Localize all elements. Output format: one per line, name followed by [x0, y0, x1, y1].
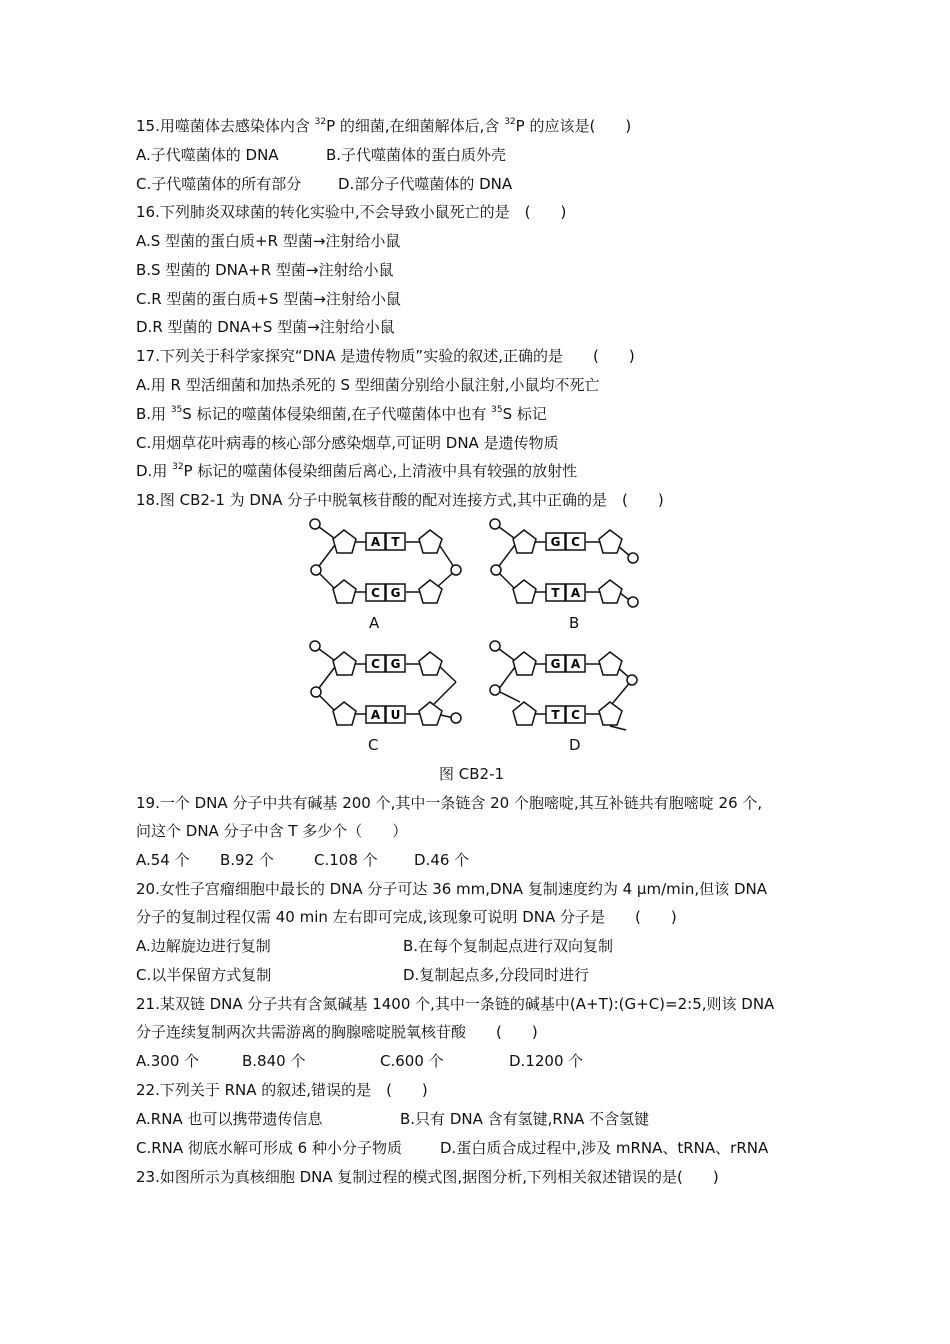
q15-options-row2 — [136, 174, 512, 194]
figure-b-top-base-1: G — [550, 535, 561, 549]
figure-d-diagram — [486, 636, 646, 730]
figure-a-diagram — [306, 514, 466, 608]
figure-a-top-base-1: A — [370, 535, 381, 549]
q21-option-c: C.600 个 — [380, 1052, 444, 1070]
q20-stem-line1: 20.女性子宫瘤细胞中最长的 DNA 分子可达 36 mm,DNA 复制速度约为 4 μm/min,但该 DNA — [136, 880, 767, 898]
q19-stem-line2: 问这个 DNA 分子中含 T 多少个（ ） — [136, 822, 408, 840]
q22-options-row2 — [136, 1138, 768, 1158]
q21-option-d: D.1200 个 — [509, 1052, 584, 1070]
figure-d-bottom-base-1: T — [551, 708, 560, 722]
q22-stem: 22.下列关于 RNA 的叙述,错误的是 ( ) — [136, 1081, 428, 1099]
q20-option-d: D.复制起点多,分段同时进行 — [403, 966, 590, 984]
q21-options — [136, 1051, 583, 1071]
figure-d-top-base-1: G — [550, 657, 561, 671]
q20-option-c: C.以半保留方式复制 — [136, 966, 272, 984]
q17-option-a: A.用 R 型活细菌和加热杀死的 S 型细菌分别给小鼠注射,小鼠均不死亡 — [136, 376, 600, 394]
q21-option-a: A.300 个 — [136, 1052, 200, 1070]
q23-stem: 23.如图所示为真核细胞 DNA 复制过程的模式图,据图分析,下列相关叙述错误的是( ) — [136, 1168, 719, 1186]
q22-option-d: D.蛋白质合成过程中,涉及 mRNA、tRNA、rRNA — [440, 1139, 769, 1157]
q17-option-c: C.用烟草花叶病毒的核心部分感染烟草,可证明 DNA 是遗传物质 — [136, 434, 559, 452]
q17-stem: 17.下列关于科学家探究“DNA 是遗传物质”实验的叙述,正确的是 ( ) — [136, 347, 635, 365]
q21-stem-line1: 21.某双链 DNA 分子共有含氮碱基 1400 个,其中一条链的碱基中(A+T):(G+C)=2:5,则该 DNA — [136, 995, 775, 1013]
figure-b-bottom-base-1: T — [551, 586, 560, 600]
q19-option-a: A.54 个 — [136, 851, 190, 869]
figure-a-top-base-2: T — [391, 535, 400, 549]
q17-option-b: B.用 $^{35}$S 标记的噬菌体侵染细菌,在子代噬菌体中也有 $^{35}$S 标记 — [136, 405, 547, 423]
q21-stem-line2: 分子连续复制两次共需游离的胸腺嘧啶脱氧核苷酸 ( ) — [136, 1023, 538, 1041]
q16-option-c: C.R 型菌的蛋白质+S 型菌→注射给小鼠 — [136, 290, 401, 308]
q20-option-a: A.边解旋边进行复制 — [136, 937, 271, 955]
q20-options-row2 — [136, 965, 589, 985]
figure-a-label: A — [369, 614, 380, 632]
figure-c-label: C — [368, 736, 379, 754]
figure-a-bottom-base-2: G — [390, 586, 401, 600]
q20-options-row1 — [136, 936, 613, 956]
figure-c-top-base-2: G — [390, 657, 401, 671]
q20-stem-line2: 分子的复制过程仅需 40 min 左右即可完成,该现象可说明 DNA 分子是 ( ) — [136, 908, 677, 926]
q22-option-b: B.只有 DNA 含有氢键,RNA 不含氢键 — [400, 1110, 650, 1128]
figure-b-top-base-2: C — [571, 535, 580, 549]
figure-b-diagram — [486, 514, 646, 608]
q15-options-row1 — [136, 145, 506, 165]
figure-caption: 图 CB2-1 — [439, 765, 505, 783]
figure-c-diagram — [306, 636, 466, 730]
q18-stem: 18.图 CB2-1 为 DNA 分子中脱氧核苷酸的配对连接方式,其中正确的是 ( ) — [136, 491, 664, 509]
figure-d-bottom-base-2: C — [571, 708, 580, 722]
figure-c-bottom-base-1: A — [370, 708, 381, 722]
figure-b-label: B — [569, 614, 580, 632]
q19-stem-line1: 19.一个 DNA 分子中共有碱基 200 个,其中一条链含 20 个胞嘧啶,其互补链共有胞嘧啶 26 个, — [136, 794, 763, 812]
q19-options — [136, 850, 469, 870]
figure-d-label: D — [569, 736, 581, 754]
figure-d-top-base-2: A — [570, 657, 581, 671]
q16-stem: 16.下列肺炎双球菌的转化实验中,不会导致小鼠死亡的是 ( ) — [136, 203, 567, 221]
figure-a-bottom-base-1: C — [371, 586, 380, 600]
q15-option-a: A.子代噬菌体的 DNA — [136, 146, 279, 164]
figure-c-top-base-1: C — [371, 657, 380, 671]
q22-options-row1 — [136, 1109, 649, 1129]
q17-option-d: D.用 $^{32}$P 标记的噬菌体侵染细菌后离心,上清液中具有较强的放射性 — [136, 462, 578, 480]
q15-stem: 15.用噬菌体去感染体内含 $^{32}$P 的细菌,在细菌解体后,含 $^{32}$P 的应该是( ) — [136, 117, 632, 135]
q19-option-b: B.92 个 — [220, 851, 274, 869]
q19-option-c: C.108 个 — [314, 851, 378, 869]
figure-c-bottom-base-2: U — [390, 708, 401, 722]
q15-option-d: D.部分子代噬菌体的 DNA — [338, 175, 513, 193]
figure-b-bottom-base-2: A — [570, 586, 581, 600]
q21-option-b: B.840 个 — [242, 1052, 306, 1070]
q15-option-b: B.子代噬菌体的蛋白质外壳 — [326, 146, 507, 164]
q16-option-a: A.S 型菌的蛋白质+R 型菌→注射给小鼠 — [136, 232, 401, 250]
q20-option-b: B.在每个复制起点进行双向复制 — [403, 937, 614, 955]
q22-option-a: A.RNA 也可以携带遗传信息 — [136, 1110, 323, 1128]
q16-option-b: B.S 型菌的 DNA+R 型菌→注射给小鼠 — [136, 261, 394, 279]
q22-option-c: C.RNA 彻底水解可形成 6 种小分子物质 — [136, 1139, 402, 1157]
q19-option-d: D.46 个 — [414, 851, 470, 869]
q16-option-d: D.R 型菌的 DNA+S 型菌→注射给小鼠 — [136, 318, 395, 336]
q15-option-c: C.子代噬菌体的所有部分 — [136, 175, 302, 193]
